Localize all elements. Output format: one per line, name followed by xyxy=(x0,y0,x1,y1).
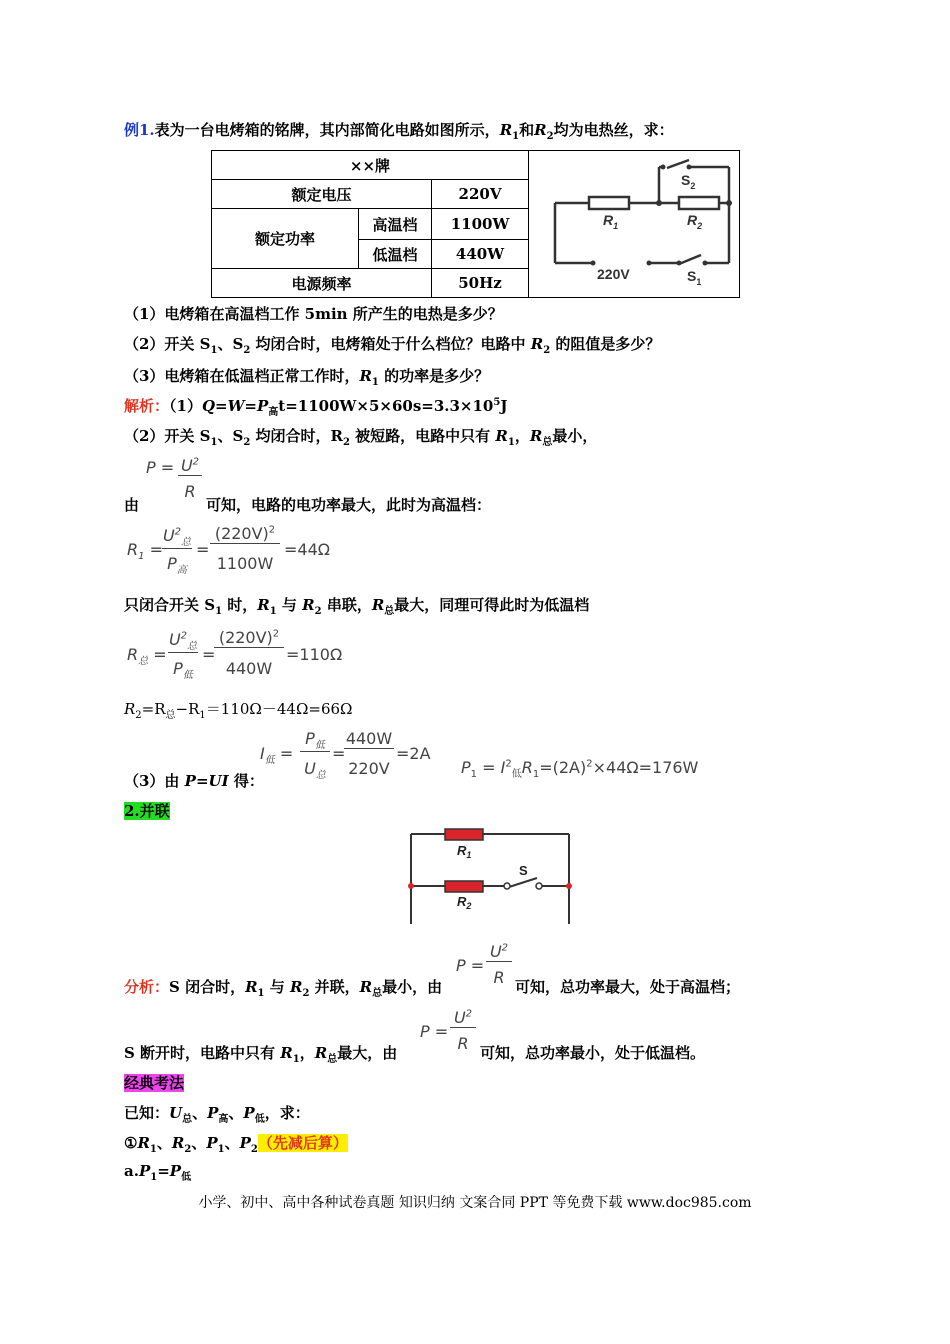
known-a: 已知： xyxy=(124,1104,170,1122)
rtot-num-sq: 2 xyxy=(180,630,188,642)
s3-rtot-sub: 总 xyxy=(384,606,395,617)
example-intro xyxy=(124,119,674,142)
i-den-sub: 总 xyxy=(315,770,326,782)
p1-2a-sq: 2 xyxy=(586,758,593,770)
rated-voltage-value: 220V xyxy=(432,180,529,209)
r1-eq-den xyxy=(162,554,192,576)
r1-den-sub: 高 xyxy=(176,565,187,577)
item1-p1: P xyxy=(206,1134,218,1152)
rtot-r: R xyxy=(127,645,139,664)
formula-den-1: R xyxy=(184,482,196,501)
itema-p2: P xyxy=(169,1162,182,1180)
q3-get: 得： xyxy=(228,772,264,790)
r1-eq-eq: = xyxy=(149,540,163,559)
s2-sub2: 2 xyxy=(243,437,251,448)
s3-sub1: 1 xyxy=(215,606,223,617)
s2-r1sub: 1 xyxy=(507,437,515,448)
s2-rtot-sub: 总 xyxy=(542,437,553,448)
q3-pui: P=UI xyxy=(184,772,229,790)
s3-a: 只闭合开关 S xyxy=(124,596,216,614)
s1-exp: 5 xyxy=(493,397,501,408)
solution-step-2-cont: 可知，电路的电功率最大，此时为高温档： xyxy=(206,496,492,514)
p1-eq: = xyxy=(482,758,496,777)
rtot-den-sub: 低 xyxy=(182,670,193,682)
f2-eq: = xyxy=(470,956,485,975)
low-label: 低温档 xyxy=(359,240,432,269)
circuit-cell xyxy=(529,151,740,298)
known-p1: P xyxy=(207,1104,219,1122)
i-result: =2A xyxy=(396,744,431,763)
s1-rest: t=1100W×5×60s=3.3×10 xyxy=(278,397,494,415)
r1-num-sq: 2 xyxy=(174,526,182,538)
s1-label: $S_1$ xyxy=(687,268,702,287)
solution-step-1 xyxy=(124,395,507,418)
section2-title-text: 2.并联 xyxy=(124,802,170,820)
p1-result: ×44Ω=176W xyxy=(592,758,699,777)
i-eq2: = xyxy=(332,744,346,763)
itema-p1: P xyxy=(138,1162,151,1180)
r1-num2-v: (220V) xyxy=(214,524,269,543)
f3-num xyxy=(450,1008,476,1028)
example-end: 均为电热丝，求： xyxy=(553,121,674,139)
r2c-b: −R xyxy=(175,700,200,718)
i-num2: 440W xyxy=(345,729,393,748)
f2-sq: 2 xyxy=(501,942,509,954)
i-num-sub: 低 xyxy=(314,740,325,752)
freq-value: 50Hz xyxy=(432,269,529,298)
known-c: 、 xyxy=(228,1104,244,1122)
f-eq: = xyxy=(160,458,175,477)
a1-a: S 闭合时， xyxy=(169,978,246,996)
by-label-1: 由 xyxy=(124,496,140,514)
q3-part-a: （3）电烤箱在低温档正常工作时， xyxy=(124,367,360,385)
f2-p: P xyxy=(456,956,466,975)
p1-di: 低 xyxy=(511,769,522,781)
a1-rtot: R xyxy=(359,978,373,996)
p1-formula xyxy=(461,758,698,780)
a1-r2sub: 2 xyxy=(302,988,310,999)
r2-calc-line xyxy=(124,698,352,721)
q2-part-c: 均闭合时，电烤箱处于什么档位？电路中 xyxy=(250,335,531,353)
a1-r1sub: 1 xyxy=(257,988,265,999)
r2c-a: =R xyxy=(141,700,166,718)
f2-u: U xyxy=(489,942,502,961)
q3-part-b: 的功率是多少？ xyxy=(378,367,490,385)
a1-rtot-sub: 总 xyxy=(372,988,383,999)
r1-eq-num2 xyxy=(210,524,280,544)
rtot-num2-sq: 2 xyxy=(272,628,280,640)
rtot-num2 xyxy=(214,628,284,648)
classic-item-a xyxy=(124,1162,191,1183)
f3-eq: = xyxy=(434,1022,449,1041)
f-sq: 2 xyxy=(192,456,200,468)
classic-item-1 xyxy=(124,1132,348,1155)
f-u: U xyxy=(180,456,193,475)
rtot-sub: 总 xyxy=(138,656,149,668)
analysis-line-2 xyxy=(124,1042,397,1065)
known-p2-sub: 低 xyxy=(254,1114,265,1125)
circuit1-diagram xyxy=(529,151,739,297)
a1-c: 并联， xyxy=(309,978,360,996)
q3-r1-sub: 1 xyxy=(371,377,379,388)
known-p1-sub: 高 xyxy=(218,1114,229,1125)
s1-number: （1） xyxy=(169,397,202,415)
itema-p2sub: 低 xyxy=(181,1172,192,1183)
f2-num xyxy=(486,942,512,962)
s3-d: 串联， xyxy=(321,596,372,614)
s2-d: 被短路，电路中只有 xyxy=(349,427,496,445)
r1-num2-sq: 2 xyxy=(268,524,276,536)
q3-label: （3）由 xyxy=(124,772,185,790)
q2-r2-sub: 2 xyxy=(543,345,551,356)
solution-step-3-label xyxy=(124,770,264,791)
r1-eq-sub: 1 xyxy=(138,551,145,563)
s3-c: 与 xyxy=(276,596,303,614)
rtot-eq-num xyxy=(168,630,198,653)
rtot-result: =110Ω xyxy=(286,645,343,664)
i-i: I xyxy=(260,744,265,763)
item1-p2sub: 2 xyxy=(250,1144,258,1155)
example-text: 表为一台电烤箱的铭牌，其内部简化电路如图所示， xyxy=(154,121,500,139)
s2-label: $S_2$ xyxy=(681,172,696,191)
example-label: 例1. xyxy=(124,121,155,139)
r2c-zong: 总 xyxy=(165,710,176,721)
formula-p-u2-r-2 xyxy=(456,956,484,975)
item1-sep3: 、 xyxy=(224,1134,240,1152)
r1-eq-num xyxy=(162,526,192,549)
r2c-r1sub: 1 xyxy=(199,710,206,721)
s3-r1: R xyxy=(257,596,270,614)
i-sub: 低 xyxy=(264,755,275,767)
and-text: 和 xyxy=(519,121,535,139)
f3-sq: 2 xyxy=(465,1008,473,1020)
itema-p1sub: 1 xyxy=(150,1172,158,1183)
known-u-sub: 总 xyxy=(182,1114,193,1125)
s3-rtot: R xyxy=(371,596,385,614)
known-u: U xyxy=(169,1104,183,1122)
r2c-c: ＝110Ω－44Ω=66Ω xyxy=(205,700,353,718)
p-r2-label: $R_2$ xyxy=(457,894,472,911)
f2-den: R xyxy=(493,968,505,987)
a1-r1: R xyxy=(245,978,258,996)
known-p2: P xyxy=(243,1104,255,1122)
solution-step-3 xyxy=(124,594,589,617)
a1-r2: R xyxy=(289,978,303,996)
s2-f: 最小， xyxy=(552,427,598,445)
f3-den: R xyxy=(457,1034,469,1053)
i-eq: = xyxy=(279,744,294,763)
s1-sub: 高 xyxy=(268,407,279,418)
i-num xyxy=(300,729,330,752)
r1-eq-den2: 1100W xyxy=(216,554,274,573)
s1-unit: J xyxy=(500,397,508,415)
item1-r1sub: 1 xyxy=(149,1144,157,1155)
rated-voltage-label: 额定电压 xyxy=(212,180,432,209)
item1-r2sub: 2 xyxy=(184,1144,192,1155)
high-value: 1100W xyxy=(432,209,529,240)
known-d: ，求： xyxy=(264,1104,310,1122)
solution-label: 解析： xyxy=(124,397,170,415)
item1-p2: P xyxy=(239,1134,251,1152)
q2-part-b: 、S xyxy=(217,335,244,353)
a2-a: S 断开时，电路中只有 xyxy=(124,1044,281,1062)
question-1: （1）电烤箱在高温档工作 5min 所产生的电热是多少？ xyxy=(124,305,503,323)
r1-eq-result: =44Ω xyxy=(284,540,330,559)
a2-r1: R xyxy=(280,1044,293,1062)
p1-rsub: 1 xyxy=(532,769,540,781)
s2-sub1: 1 xyxy=(210,437,218,448)
i-den2: 220V xyxy=(348,759,390,778)
rtot-eq: = xyxy=(153,645,167,664)
f-p: P xyxy=(146,458,156,477)
q2-sub-1: 1 xyxy=(210,345,218,356)
r2-sub: 2 xyxy=(546,131,554,142)
itema-mark: a. xyxy=(124,1162,139,1180)
formula-p-u2-r-3 xyxy=(420,1022,448,1041)
rtot-num-sub: 总 xyxy=(187,641,198,653)
analysis-line-1-end: 可知，总功率最大，处于高温档； xyxy=(515,978,741,996)
analysis-label: 分析： xyxy=(124,978,170,996)
rtot-eq2: = xyxy=(202,645,216,664)
a1-b: 与 xyxy=(264,978,290,996)
q2-part-a: （2）开关 S xyxy=(124,335,211,353)
s3-e: 最大，同理可得此时为低温档 xyxy=(394,596,590,614)
q2-r2: R xyxy=(530,335,544,353)
rtot-eq-lhs xyxy=(127,645,167,667)
q3-r1: R xyxy=(359,367,372,385)
p1-r: R xyxy=(521,758,533,777)
rated-power-label: 额定功率 xyxy=(212,209,359,269)
r1-eq-lhs xyxy=(127,540,163,562)
s2-rtot: R xyxy=(529,427,543,445)
p1-p: P xyxy=(461,758,471,777)
s3-r2: R xyxy=(302,596,315,614)
formula-p-u2-r-1 xyxy=(146,458,174,477)
formula-num-1 xyxy=(178,456,202,476)
a2-rtot: R xyxy=(314,1044,328,1062)
s2-c: 均闭合时，R xyxy=(250,427,343,445)
brand-cell: ××牌 xyxy=(212,151,529,180)
rtot-num2-v: (220V) xyxy=(218,628,273,647)
i-num-p: P xyxy=(305,729,315,748)
i-den xyxy=(300,759,330,781)
s3-r1sub: 1 xyxy=(269,606,277,617)
s2-b: 、S xyxy=(217,427,244,445)
a1-d: 最小，由 xyxy=(382,978,443,996)
r1-num-sub: 总 xyxy=(181,537,192,549)
s2-r1: R xyxy=(495,427,508,445)
c1-voltage-label: 220V xyxy=(597,266,630,282)
p1-sub: 1 xyxy=(470,769,478,781)
analysis-line-2-end: 可知，总功率最小，处于低温档。 xyxy=(480,1044,706,1062)
s3-b: 时， xyxy=(222,596,258,614)
c1-r2-label: $R_2$ xyxy=(687,212,703,231)
solution-step-2 xyxy=(124,425,597,448)
r1-sub: 1 xyxy=(512,131,520,142)
a2-r1sub: 1 xyxy=(292,1054,300,1065)
a2-rtot-sub: 总 xyxy=(327,1054,338,1065)
q2-sub-2: 2 xyxy=(243,345,251,356)
classic-title xyxy=(124,1072,184,1093)
rtot-eq-den xyxy=(168,659,198,681)
item1-r1: R xyxy=(137,1134,150,1152)
low-value: 440W xyxy=(432,240,529,269)
s2-r2sub: 2 xyxy=(342,437,350,448)
a2-b: ， xyxy=(299,1044,315,1062)
item1-mark: ① xyxy=(124,1134,138,1152)
freq-label: 电源频率 xyxy=(212,269,432,298)
high-label: 高温档 xyxy=(359,209,432,240)
itema-eq: = xyxy=(157,1162,170,1180)
r2c-sub: 2 xyxy=(135,710,142,721)
r2-symbol: R xyxy=(534,121,547,139)
s2-e: ， xyxy=(514,427,530,445)
p-s-label: S xyxy=(519,863,528,878)
r1-eq-r: R xyxy=(127,540,139,559)
s3-r2sub: 2 xyxy=(314,606,322,617)
p1-2a: (2A) xyxy=(552,758,587,777)
item1-r2: R xyxy=(171,1134,185,1152)
p-r1-label: $R_1$ xyxy=(457,843,472,860)
item1-p1sub: 1 xyxy=(217,1144,225,1155)
classic-known xyxy=(124,1102,310,1125)
c1-r1-label: $R_1$ xyxy=(603,212,619,231)
s2-a: （2）开关 S xyxy=(124,427,211,445)
p1-eq2: = xyxy=(539,758,553,777)
r1-eq-eq2: = xyxy=(196,540,210,559)
rtot-num-u: U xyxy=(168,630,181,649)
rtot-den2: 440W xyxy=(225,659,273,678)
q2-part-d: 的阻值是多少？ xyxy=(550,335,661,353)
f3-u: U xyxy=(453,1008,466,1027)
f3-p: P xyxy=(420,1022,430,1041)
r2c-r: R xyxy=(124,700,136,718)
item1-sep1: 、 xyxy=(156,1134,172,1152)
question-3 xyxy=(124,365,489,388)
s1-formula: Q=W=P xyxy=(201,397,269,415)
r1-symbol: R xyxy=(499,121,513,139)
page-footer: 小学、初中、高中各种试卷真题 知识归纳 文案合同 PPT 等免费下载 www.doc985.com xyxy=(198,1195,752,1211)
known-b: 、 xyxy=(192,1104,208,1122)
i-den-u: U xyxy=(304,759,316,778)
r1-den-p: P xyxy=(167,554,177,573)
i-eq-lhs xyxy=(260,744,293,766)
rtot-den-p: P xyxy=(173,659,183,678)
p1-i: I xyxy=(500,758,506,777)
classic-title-text: 经典考法 xyxy=(124,1074,185,1092)
item1-note: （先减后算） xyxy=(257,1134,348,1152)
nameplate-table xyxy=(211,150,740,298)
section2-title xyxy=(124,800,170,821)
question-2 xyxy=(124,333,660,356)
r1-num-u: U xyxy=(162,526,175,545)
a2-c: 最大，由 xyxy=(337,1044,398,1062)
analysis-line-1 xyxy=(124,976,442,999)
p1-sq: 2 xyxy=(505,758,512,770)
item1-sep2: 、 xyxy=(191,1134,207,1152)
parallel-circuit-diagram xyxy=(405,824,575,926)
